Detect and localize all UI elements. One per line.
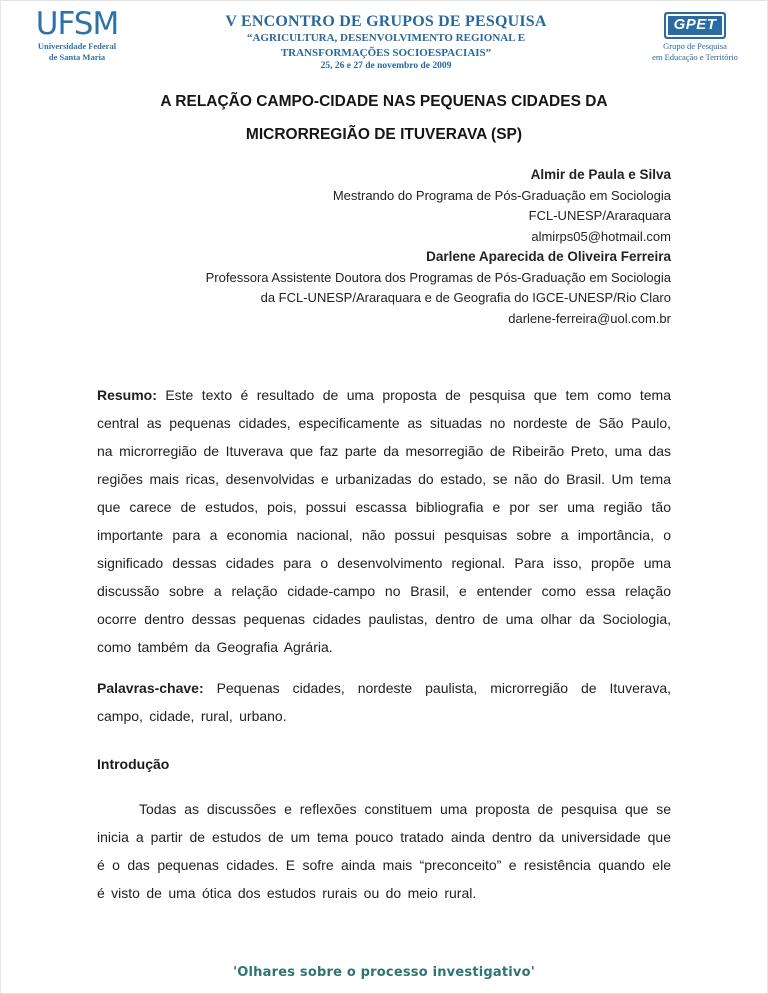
keywords-paragraph <box>97 674 671 730</box>
ufsm-logo <box>21 6 133 64</box>
abstract-paragraph <box>97 381 671 661</box>
page-header <box>1 1 767 71</box>
section-heading-introducao: Introdução <box>97 756 170 772</box>
abstract-label: Resumo: <box>97 387 157 403</box>
gpet-logo-caption <box>639 41 751 63</box>
gpet-logo <box>639 10 751 63</box>
gpet-logo-text: GPET <box>673 16 717 33</box>
article-title-line1: A RELAÇÃO CAMPO-CIDADE NAS PEQUENAS CIDADES DA <box>160 93 608 110</box>
ufsm-logo-caption <box>21 41 133 63</box>
ufsm-caption-line2: de Santa Maria <box>48 52 106 63</box>
author-email: almirps05@hotmail.com <box>531 228 671 244</box>
abstract-text: Este texto é resultado de uma proposta de pesquisa que tem como tema central as pequenas cidades, especificamente as situadas no nordeste de São Paulo, na microrregião de Ituverava que faz parte da mesorregião de Ribeirão Preto, uma das regiões mais ricas, desenvolvidas e urbanizadas do estado, se não do Brasil. Um tema que carece de estudos, pois, possui escassa bibliografia e por ser uma região tão importante para a economia nacional, não possui pesquisas sobre a importância, o significado dessas cidades para o desenvolvimento regional. Para isso, propõe uma discussão sobre a relação cidade-campo no Brasil, e entender como essa relação ocorre dentro dessas pequenas cidades paulistas, dentro de uma olhar da Sociologia, como também da Geografia Agrária. <box>97 387 671 655</box>
article-body <box>1 85 767 907</box>
page-footer <box>1 965 767 980</box>
author-name: Almir de Paula e Silva <box>530 167 671 182</box>
gpet-caption-line2: em Educação e Território <box>652 52 738 63</box>
gpet-logo-box <box>664 12 727 39</box>
intro-paragraph: Todas as discussões e reflexões constituem uma proposta de pesquisa que se inicia a partir de estudos de um tema pouco tratado ainda dentro da universidade que é o das pequenas cidades. E sofre ainda mais “preconceito” e resistência quando ele é visto de uma ótica dos estudos rurais ou do meio rural. <box>97 801 671 901</box>
event-subtitle-line1: “AGRICULTURA, DESENVOLVIMENTO REGIONAL E <box>246 32 526 45</box>
gpet-logo-inner-frame <box>666 14 725 37</box>
author-affiliation: Mestrando do Programa de Pós-Graduação em Sociologia <box>332 187 671 203</box>
keywords-label: Palavras-chave: <box>97 680 204 696</box>
author-affiliation: FCL-UNESP/Araraquara <box>528 208 671 223</box>
keywords-text: Pequenas cidades, nordeste paulista, microrregião de Ituverava, campo, cidade, rural, urbano. <box>97 680 671 724</box>
gpet-caption-line1: Grupo de Pesquisa <box>663 41 727 51</box>
event-title: V ENCONTRO DE GRUPOS DE PESQUISA <box>225 13 547 30</box>
author-name: Darlene Aparecida de Oliveira Ferreira <box>426 249 671 264</box>
article-title-line2: MICRORREGIÃO DE ITUVERAVA (SP) <box>245 126 523 143</box>
event-banner <box>133 10 639 74</box>
ufsm-logo-text: UFSM <box>35 6 119 42</box>
event-subtitle-line2: TRANSFORMAÇÕES SOCIOESPACIAIS” <box>280 46 492 59</box>
article-title <box>97 85 671 151</box>
ufsm-caption-line1: Universidade Federal <box>37 41 117 52</box>
author-affiliation: Professora Assistente Doutora dos Programas de Pós-Graduação em Sociologia <box>205 269 671 285</box>
author-email: darlene-ferreira@uol.com.br <box>508 310 671 326</box>
authors-block <box>97 165 671 329</box>
event-dates: 25, 26 e 27 de novembro de 2009 <box>320 60 452 71</box>
author-affiliation: da FCL-UNESP/Araraquara e de Geografia do IGCE-UNESP/Rio Claro <box>260 290 671 305</box>
footer-motto: 'Olhares sobre o processo investigativo' <box>233 965 535 980</box>
